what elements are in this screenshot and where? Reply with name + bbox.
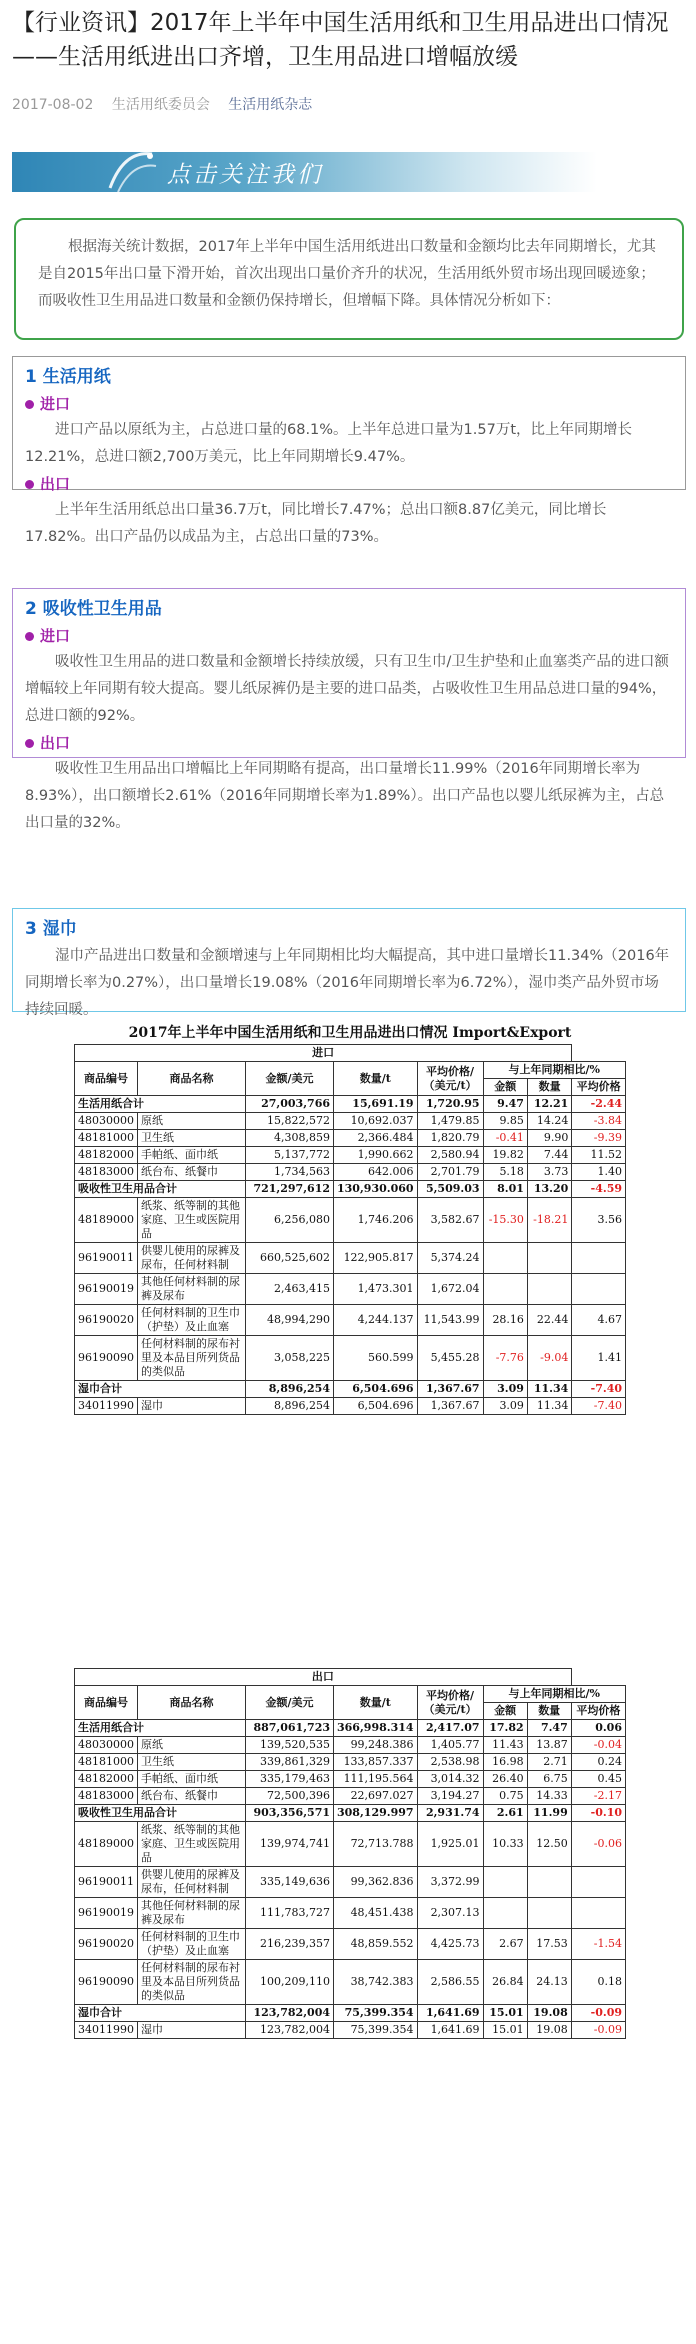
section-wipes [12, 908, 686, 1018]
cell-code: 96190020 [75, 1929, 138, 1960]
cell-q: 1,746.206 [334, 1198, 418, 1243]
cell-name: 其他任何材料制的尿裤及尿布 [138, 1274, 246, 1305]
col-qty: 数量/t [334, 1062, 418, 1096]
bullet-icon [25, 400, 34, 409]
table-row [75, 1113, 626, 1130]
cell-p: 3,014.32 [417, 1771, 483, 1788]
cell-yq [527, 1274, 571, 1305]
cell-yp: -0.09 [571, 2022, 625, 2039]
table-total-row [75, 1096, 626, 1113]
cell-a: 72,500,396 [246, 1788, 334, 1805]
cell-q: 308,129.997 [334, 1805, 418, 1822]
cell-code: 96190011 [75, 1243, 138, 1274]
cell-code: 34011990 [75, 1398, 138, 1415]
cell-code: 48181000 [75, 1754, 138, 1771]
cell-yq: 12.50 [527, 1822, 571, 1867]
cell-yq: 3.73 [527, 1164, 571, 1181]
cell-code: 吸收性卫生用品合计 [75, 1805, 246, 1822]
cell-ya: 3.09 [483, 1398, 527, 1415]
cell-yq: 13.20 [527, 1181, 571, 1198]
bullet-icon [25, 632, 34, 641]
cell-q: 22,697.027 [334, 1788, 418, 1805]
table-row [75, 1164, 626, 1181]
section-hygiene [12, 588, 686, 831]
table-title: 2017年上半年中国生活用纸和卫生用品进出口情况 Import&Export [128, 1025, 572, 1041]
cell-p: 2,701.79 [417, 1164, 483, 1181]
cell-code: 湿巾合计 [75, 1381, 246, 1398]
cell-q: 38,742.383 [334, 1960, 418, 2005]
col-code: 商品编号 [75, 1062, 138, 1096]
account-link[interactable]: 生活用纸杂志 [228, 97, 313, 113]
cell-p: 1,672.04 [417, 1274, 483, 1305]
cell-yq [527, 1243, 571, 1274]
cell-code: 48030000 [75, 1113, 138, 1130]
cell-a: 5,137,772 [246, 1147, 334, 1164]
cell-p: 4,425.73 [417, 1929, 483, 1960]
cell-p: 1,641.69 [417, 2005, 483, 2022]
cell-a: 335,149,636 [246, 1867, 334, 1898]
table-row [75, 1243, 626, 1274]
import-heading: 进口 [25, 391, 673, 417]
cell-yp: 0.45 [571, 1771, 625, 1788]
col-yoy: 与上年同期相比/% [483, 1062, 625, 1079]
cell-name: 任何材料制的尿布衬里及本品目所列货品的类似品 [138, 1336, 246, 1381]
import-heading: 进口 [25, 623, 673, 649]
cell-q: 642.006 [334, 1164, 418, 1181]
cell-code: 吸收性卫生用品合计 [75, 1181, 246, 1198]
import-text: 吸收性卫生用品的进口数量和金额增长持续放缓，只有卫生巾/卫生护垫和止血塞类产品的进口额增幅较上年同期有较大提高。婴儿纸尿裤仍是主要的进口品类，占吸收性卫生用品总进口量的94%，总进口额的92%。 [25, 654, 669, 724]
col-name: 商品名称 [138, 1062, 246, 1096]
cell-code: 48030000 [75, 1737, 138, 1754]
cell-p: 1,367.67 [417, 1381, 483, 1398]
cell-name: 湿巾 [138, 2022, 246, 2039]
intro-box [14, 218, 684, 340]
table-row [75, 1147, 626, 1164]
cell-q: 122,905.817 [334, 1243, 418, 1274]
follow-banner[interactable] [12, 140, 597, 200]
cell-yq [527, 1867, 571, 1898]
export-heading: 出口 [25, 471, 673, 497]
cell-name: 手帕纸、面巾纸 [138, 1147, 246, 1164]
cell-ya: 0.75 [483, 1788, 527, 1805]
cell-a: 15,822,572 [246, 1113, 334, 1130]
decorative-swirl-icon [104, 144, 160, 196]
cell-a: 339,861,329 [246, 1754, 334, 1771]
cell-yq: 12.21 [527, 1096, 571, 1113]
cell-q: 111,195.564 [334, 1771, 418, 1788]
cell-q: 560.599 [334, 1336, 418, 1381]
cell-yq: 9.90 [527, 1130, 571, 1147]
col-price: 平均价格/（美元/t） [417, 1062, 483, 1096]
cell-a: 100,209,110 [246, 1960, 334, 2005]
section-title: 2 吸收性卫生用品 [25, 599, 162, 619]
export-table-body [75, 1720, 626, 2039]
author-name: 生活用纸委员会 [111, 97, 210, 113]
table-total-row [75, 1381, 626, 1398]
cell-a: 139,520,535 [246, 1737, 334, 1754]
cell-a: 6,256,080 [246, 1198, 334, 1243]
col-amount: 金额/美元 [246, 1062, 334, 1096]
table-row [75, 1305, 626, 1336]
cell-ya: -15.30 [483, 1198, 527, 1243]
cell-yq: -18.21 [527, 1198, 571, 1243]
cell-yp: -7.40 [572, 1398, 626, 1415]
cell-code: 48181000 [75, 1130, 138, 1147]
cell-yp: 0.06 [571, 1720, 625, 1737]
cell-ya: 9.47 [483, 1096, 527, 1113]
wipes-text: 湿巾产品进出口数量和金额增速与上年同期相比均大幅提高，其中进口量增长11.34%（2016年同期增长率为0.27%），出口量增长19.08%（2016年同期增长率为6.72%），湿巾类产品外贸市场持续回暖。 [25, 948, 670, 1018]
cell-ya: 19.82 [483, 1147, 527, 1164]
cell-ya [483, 1898, 527, 1929]
bullet-icon [25, 739, 34, 748]
cell-code: 34011990 [75, 2022, 138, 2039]
bullet-icon [25, 480, 34, 489]
cell-q: 99,362.836 [334, 1867, 418, 1898]
table-row [75, 1822, 626, 1867]
cell-q: 130,930.060 [334, 1181, 418, 1198]
cell-a: 123,782,004 [246, 2022, 334, 2039]
cell-ya: 11.43 [483, 1737, 527, 1754]
cell-p: 3,194.27 [417, 1788, 483, 1805]
table-row [75, 1398, 626, 1415]
cell-name: 任何材料制的卫生巾（护垫）及止血塞 [138, 1305, 246, 1336]
follow-banner-text: 点击关注我们 [167, 162, 323, 188]
cell-code: 48189000 [75, 1198, 138, 1243]
cell-yq: 22.44 [527, 1305, 571, 1336]
cell-ya: 26.84 [483, 1960, 527, 2005]
col-price: 平均价格/（美元/t） [417, 1686, 483, 1720]
cell-code: 48189000 [75, 1822, 138, 1867]
cell-ya: 15.01 [483, 2005, 527, 2022]
cell-yp: 11.52 [572, 1147, 626, 1164]
cell-q: 48,859.552 [334, 1929, 418, 1960]
cell-yp: 0.18 [571, 1960, 625, 2005]
cell-a: 2,463,415 [246, 1274, 334, 1305]
cell-name: 纸台布、纸餐巾 [138, 1164, 246, 1181]
cell-yp [572, 1274, 626, 1305]
cell-name: 手帕纸、面巾纸 [138, 1771, 246, 1788]
cell-ya: 16.98 [483, 1754, 527, 1771]
section-tissue [12, 356, 686, 545]
cell-q: 15,691.19 [334, 1096, 418, 1113]
cell-code: 48182000 [75, 1147, 138, 1164]
cell-a: 1,734,563 [246, 1164, 334, 1181]
col-name: 商品名称 [138, 1686, 246, 1720]
cell-yp [572, 1243, 626, 1274]
cell-yq: 14.24 [527, 1113, 571, 1130]
import-table-body [75, 1096, 626, 1415]
section-title: 3 湿巾 [25, 919, 77, 939]
cell-a: 887,061,723 [246, 1720, 334, 1737]
cell-p: 2,417.07 [417, 1720, 483, 1737]
cell-q: 6,504.696 [334, 1381, 418, 1398]
cell-code: 96190019 [75, 1898, 138, 1929]
cell-code: 96190020 [75, 1305, 138, 1336]
section-title: 1 生活用纸 [25, 367, 111, 387]
cell-a: 139,974,741 [246, 1822, 334, 1867]
cell-q: 10,692.037 [334, 1113, 418, 1130]
cell-yp: -7.40 [572, 1381, 626, 1398]
cell-name: 原纸 [138, 1113, 246, 1130]
cell-a: 3,058,225 [246, 1336, 334, 1381]
cell-yq: 19.08 [527, 2005, 571, 2022]
export-label: 出口 [75, 1669, 572, 1686]
cell-yp: 0.24 [571, 1754, 625, 1771]
cell-yq: 7.47 [527, 1720, 571, 1737]
table-row [75, 1788, 626, 1805]
cell-ya: 26.40 [483, 1771, 527, 1788]
cell-code: 湿巾合计 [75, 2005, 246, 2022]
article-title: 【行业资讯】2017年上半年中国生活用纸和卫生用品进出口情况——生活用纸进出口齐增，卫生用品进口增幅放缓 [12, 10, 669, 70]
cell-name: 纸浆、纸等制的其他家庭、卫生或医院用品 [138, 1822, 246, 1867]
cell-q: 6,504.696 [334, 1398, 418, 1415]
cell-code: 96190011 [75, 1867, 138, 1898]
cell-yq: 24.13 [527, 1960, 571, 2005]
table-total-row [75, 2005, 626, 2022]
cell-code: 96190090 [75, 1960, 138, 2005]
cell-p: 2,931.74 [417, 1805, 483, 1822]
cell-q: 1,990.662 [334, 1147, 418, 1164]
import-text: 进口产品以原纸为主，占总进口量的68.1%。上半年总进口量为1.57万t，比上年同期增长12.21%，总进口额2,700万美元，比上年同期增长9.47%。 [25, 422, 633, 465]
cell-a: 8,896,254 [246, 1398, 334, 1415]
cell-ya: 5.18 [483, 1164, 527, 1181]
col-yoy-amount: 金额 [483, 1703, 527, 1720]
cell-q: 4,244.137 [334, 1305, 418, 1336]
cell-q: 133,857.337 [334, 1754, 418, 1771]
import-table-block [74, 1022, 626, 1415]
cell-p: 1,641.69 [417, 2022, 483, 2039]
cell-yp: -2.44 [572, 1096, 626, 1113]
cell-q: 75,399.354 [334, 2022, 418, 2039]
cell-a: 216,239,357 [246, 1929, 334, 1960]
cell-q: 48,451.438 [334, 1898, 418, 1929]
cell-name: 湿巾 [138, 1398, 246, 1415]
cell-yq: 11.34 [527, 1381, 571, 1398]
cell-yq: 17.53 [527, 1929, 571, 1960]
import-table [74, 1044, 626, 1415]
cell-p: 5,374.24 [417, 1243, 483, 1274]
cell-ya [483, 1867, 527, 1898]
cell-yp: 1.41 [572, 1336, 626, 1381]
cell-ya [483, 1243, 527, 1274]
cell-yp: -0.09 [571, 2005, 625, 2022]
publish-date: 2017-08-02 [12, 97, 94, 113]
cell-yp: -0.04 [571, 1737, 625, 1754]
cell-code: 48183000 [75, 1164, 138, 1181]
col-amount: 金额/美元 [246, 1686, 334, 1720]
table-row [75, 1737, 626, 1754]
cell-ya: 9.85 [483, 1113, 527, 1130]
cell-p: 1,925.01 [417, 1822, 483, 1867]
table-total-row [75, 1181, 626, 1198]
cell-name: 供婴儿使用的尿裤及尿布，任何材料制 [138, 1243, 246, 1274]
import-label: 进口 [75, 1045, 572, 1062]
cell-a: 27,003,766 [246, 1096, 334, 1113]
col-yoy-price: 平均价格 [572, 1079, 626, 1096]
cell-yp: -3.84 [572, 1113, 626, 1130]
cell-p: 3,372.99 [417, 1867, 483, 1898]
table-row [75, 1198, 626, 1243]
cell-yp: 3.56 [572, 1198, 626, 1243]
cell-p: 1,405.77 [417, 1737, 483, 1754]
cell-a: 335,179,463 [246, 1771, 334, 1788]
export-text: 吸收性卫生用品出口增幅比上年同期略有提高，出口量增长11.99%（2016年同期增长率为8.93%），出口额增长2.61%（2016年同期增长率为1.89%）。出口产品也以婴儿纸尿裤为主，占总出口量的32%。 [25, 761, 665, 831]
cell-a: 111,783,727 [246, 1898, 334, 1929]
export-text: 上半年生活用纸总出口量36.7万t，同比增长7.47%；总出口额8.87亿美元，同比增长17.82%。出口产品仍以成品为主，占总出口量的73%。 [25, 502, 607, 545]
col-code: 商品编号 [75, 1686, 138, 1720]
cell-yp: -2.17 [571, 1788, 625, 1805]
table-row [75, 1898, 626, 1929]
col-yoy: 与上年同期相比/% [483, 1686, 625, 1703]
cell-yq: 6.75 [527, 1771, 571, 1788]
cell-yq: -9.04 [527, 1336, 571, 1381]
table-row [75, 1130, 626, 1147]
cell-ya: 3.09 [483, 1381, 527, 1398]
cell-p: 2,538.98 [417, 1754, 483, 1771]
table-row [75, 1929, 626, 1960]
cell-name: 供婴儿使用的尿裤及尿布，任何材料制 [138, 1867, 246, 1898]
cell-yp: -9.39 [572, 1130, 626, 1147]
cell-a: 123,782,004 [246, 2005, 334, 2022]
cell-yp [571, 1867, 625, 1898]
cell-name: 其他任何材料制的尿裤及尿布 [138, 1898, 246, 1929]
cell-yq: 13.87 [527, 1737, 571, 1754]
cell-name: 原纸 [138, 1737, 246, 1754]
cell-yq [527, 1898, 571, 1929]
table-row [75, 1336, 626, 1381]
table-row [75, 1771, 626, 1788]
cell-yp: -0.10 [571, 1805, 625, 1822]
cell-name: 任何材料制的卫生巾（护垫）及止血塞 [138, 1929, 246, 1960]
cell-p: 3,582.67 [417, 1198, 483, 1243]
cell-ya: 28.16 [483, 1305, 527, 1336]
col-qty: 数量/t [334, 1686, 418, 1720]
cell-a: 721,297,612 [246, 1181, 334, 1198]
cell-ya: 17.82 [483, 1720, 527, 1737]
table-row [75, 1960, 626, 2005]
cell-name: 卫生纸 [138, 1754, 246, 1771]
table-row [75, 1274, 626, 1305]
table-total-row [75, 1805, 626, 1822]
cell-p: 1,820.79 [417, 1130, 483, 1147]
intro-text: 根据海关统计数据，2017年上半年中国生活用纸进出口数量和金额均比去年同期增长，尤其是自2015年出口量下滑开始，首次出现出口量价齐升的状况，生活用纸外贸市场出现回暖迹象；而吸收性卫生用品进口数量和金额仍保持增长，但增幅下降。具体情况分析如下： [38, 239, 656, 309]
cell-p: 11,543.99 [417, 1305, 483, 1336]
cell-yp: -0.06 [571, 1822, 625, 1867]
cell-a: 4,308,859 [246, 1130, 334, 1147]
cell-p: 1,479.85 [417, 1113, 483, 1130]
cell-name: 纸台布、纸餐巾 [138, 1788, 246, 1805]
cell-q: 366,998.314 [334, 1720, 418, 1737]
cell-p: 5,509.03 [417, 1181, 483, 1198]
col-yoy-price: 平均价格 [571, 1703, 625, 1720]
cell-ya [483, 1274, 527, 1305]
cell-ya: 8.01 [483, 1181, 527, 1198]
cell-ya: 2.61 [483, 1805, 527, 1822]
cell-code: 生活用纸合计 [75, 1720, 246, 1737]
cell-yq: 2.71 [527, 1754, 571, 1771]
cell-p: 1,367.67 [417, 1398, 483, 1415]
cell-code: 48182000 [75, 1771, 138, 1788]
cell-p: 2,307.13 [417, 1898, 483, 1929]
cell-code: 48183000 [75, 1788, 138, 1805]
cell-q: 75,399.354 [334, 2005, 418, 2022]
cell-p: 2,586.55 [417, 1960, 483, 2005]
cell-q: 1,473.301 [334, 1274, 418, 1305]
cell-name: 任何材料制的尿布衬里及本品目所列货品的类似品 [138, 1960, 246, 2005]
cell-q: 2,366.484 [334, 1130, 418, 1147]
cell-name: 卫生纸 [138, 1130, 246, 1147]
table-row [75, 1754, 626, 1771]
export-table [74, 1668, 626, 2039]
export-heading: 出口 [25, 730, 673, 756]
col-yoy-qty: 数量 [527, 1079, 571, 1096]
col-yoy-amount: 金额 [483, 1079, 527, 1096]
article-meta [12, 94, 326, 114]
cell-yq: 11.99 [527, 1805, 571, 1822]
table-row [75, 2022, 626, 2039]
cell-yp [571, 1898, 625, 1929]
cell-ya: 2.67 [483, 1929, 527, 1960]
cell-yp: -1.54 [571, 1929, 625, 1960]
cell-yp: 4.67 [572, 1305, 626, 1336]
cell-a: 903,356,571 [246, 1805, 334, 1822]
cell-yq: 19.08 [527, 2022, 571, 2039]
cell-q: 72,713.788 [334, 1822, 418, 1867]
cell-yq: 7.44 [527, 1147, 571, 1164]
cell-p: 2,580.94 [417, 1147, 483, 1164]
cell-ya: -0.41 [483, 1130, 527, 1147]
cell-ya: 15.01 [483, 2022, 527, 2039]
cell-yp: -4.59 [572, 1181, 626, 1198]
cell-yq: 11.34 [527, 1398, 571, 1415]
cell-code: 96190019 [75, 1274, 138, 1305]
cell-p: 5,455.28 [417, 1336, 483, 1381]
cell-code: 生活用纸合计 [75, 1096, 246, 1113]
table-row [75, 1867, 626, 1898]
cell-a: 48,994,290 [246, 1305, 334, 1336]
cell-p: 1,720.95 [417, 1096, 483, 1113]
cell-ya: 10.33 [483, 1822, 527, 1867]
cell-yq: 14.33 [527, 1788, 571, 1805]
cell-yp: 1.40 [572, 1164, 626, 1181]
col-yoy-qty: 数量 [527, 1703, 571, 1720]
cell-q: 99,248.386 [334, 1737, 418, 1754]
table-total-row [75, 1720, 626, 1737]
cell-name: 纸浆、纸等制的其他家庭、卫生或医院用品 [138, 1198, 246, 1243]
export-table-block [74, 1668, 626, 2039]
cell-ya: -7.76 [483, 1336, 527, 1381]
cell-code: 96190090 [75, 1336, 138, 1381]
cell-a: 660,525,602 [246, 1243, 334, 1274]
cell-a: 8,896,254 [246, 1381, 334, 1398]
